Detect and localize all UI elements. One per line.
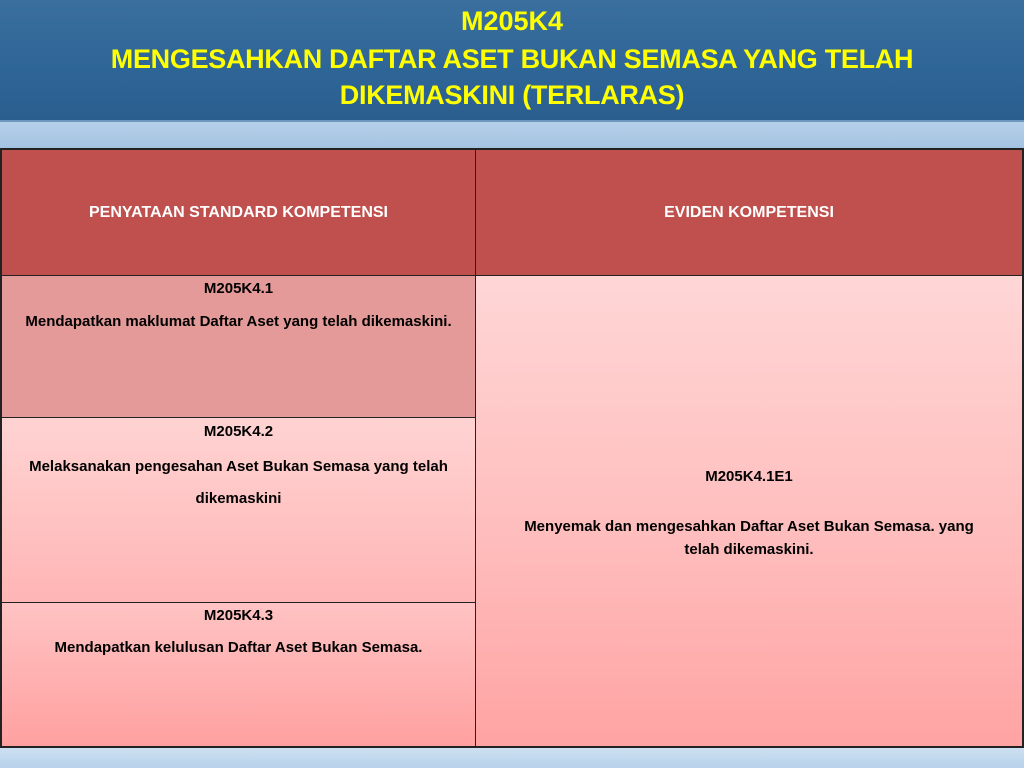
column-header-evidence-label: EVIDEN KOMPETENSI bbox=[664, 203, 834, 221]
standard-code: M205K4.3 bbox=[203, 607, 274, 624]
evidence-cell bbox=[476, 276, 1022, 746]
standard-code: M205K4.1 bbox=[203, 280, 274, 297]
standard-row-3 bbox=[2, 603, 476, 746]
standard-row-2 bbox=[2, 418, 476, 603]
evidence-code: M205K4.1E1 bbox=[705, 468, 793, 485]
standard-text: Mendapatkan maklumat Daftar Aset yang telah dikemaskini. bbox=[25, 313, 452, 330]
slide-title: MENGESAHKAN DAFTAR ASET BUKAN SEMASA YANG TELAH DIKEMASKINI (TERLARAS) bbox=[110, 44, 914, 110]
standard-text: Mendapatkan kelulusan Daftar Aset Bukan Semasa. bbox=[54, 639, 423, 656]
standard-row-1 bbox=[2, 276, 476, 418]
decorative-footer-band bbox=[0, 748, 1024, 768]
column-header-evidence bbox=[476, 150, 1022, 276]
column-header-standard-label: PENYATAAN STANDARD KOMPETENSI bbox=[89, 203, 388, 221]
decorative-band bbox=[0, 122, 1024, 148]
standard-text: Melaksanakan pengesahan Aset Bukan Semasa yang telah dikemaskini bbox=[29, 458, 448, 507]
slide-header bbox=[0, 0, 1024, 122]
slide-code: M205K4 bbox=[460, 6, 564, 36]
column-header-standard bbox=[2, 150, 476, 276]
standard-code: M205K4.2 bbox=[203, 423, 274, 440]
competency-table bbox=[0, 148, 1024, 748]
evidence-text: Menyemak dan mengesahkan Daftar Aset Bukan Semasa. yang telah dikemaskini. bbox=[524, 518, 974, 558]
